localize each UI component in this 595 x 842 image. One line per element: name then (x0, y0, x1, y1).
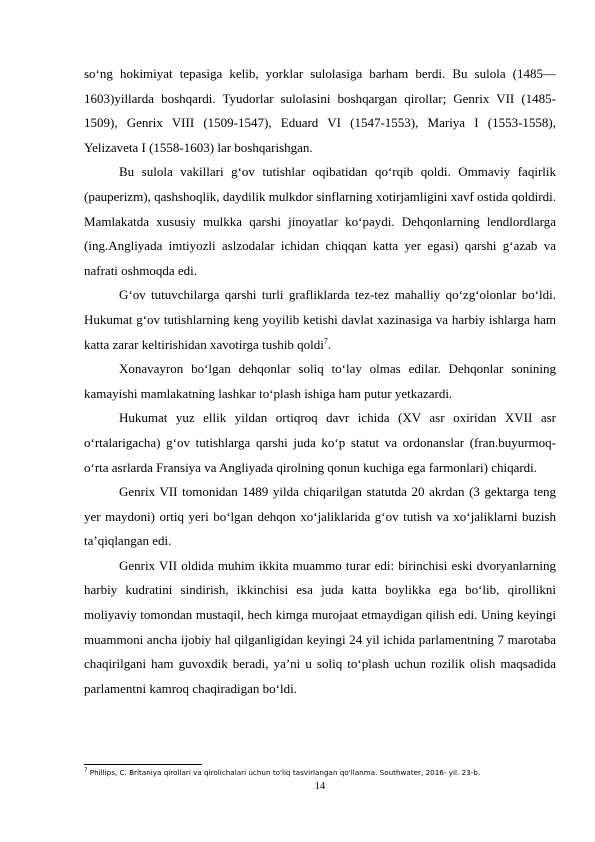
paragraph-7: Genrix VII oldida muhim ikkita muammo turar edi: birinchisi eski dvoryanlarning harbiy kudratini sindirish, ikkinchisi esa juda katta boylikka ega bo‘lib, qirollikni moliyaviy tomondan mustaqil, hech kimga murojaat etmaydigan qilish edi. Uning keyingi muammoni ancha ijobiy hal qilganligidan keyingi 24 yil ichida parlamentning 7 marotaba chaqirilgani ham guvoxdik beradi, ya’ni u soliq to‘plash uchun rozilik olish maqsadida parlamentni kamroq chaqiradigan bo‘ldi. (84, 557, 556, 696)
paragraph-3-end: . (327, 336, 332, 352)
paragraph-4: Xonavayron bo‘lgan dehqonlar soliq to‘lay olmas edilar. Dehqonlar sonining kamayishi mamlakatning lashkar to‘plash ishiga ham putur yetkazardi. (84, 361, 556, 401)
paragraph-3-text: G‘ov tutuvchilarga qarshi turli grafliklarda tez-tez mahalliy qo‘zg‘olonlar bo‘ldi. Hukumat g‘ov tutishlarning keng yoyilib ketishi davlat xazinasiga va harbiy ishlarga ham katta zarar keltirishidan xavotirga tushib qoldi (84, 287, 556, 352)
paragraph-5: Hukumat yuz ellik yildan ortiqroq davr ichida (XV asr oxiridan XVII asr o‘rtalarigacha) g‘ov tutishlarga qarshi juda ko‘p statut va ordonanslar (fran.buyurmoq-o‘rta asrlarda Fransiya va Angliyada qirolning qonun kuchiga ega farmonlari) chiqardi. (84, 410, 556, 475)
footnote (84, 767, 556, 778)
paragraph-1: so‘ng hokimiyat tepasiga kelib, yorklar sulolasiga barham berdi. Bu sulola (1485—1603)yillarda boshqardi. Tyudorlar sulolasini boshqargan qirollar; Genrix VII (1485-1509), Genrix VIII (1509-1547), Eduard VI (1547-1553), Mariya I (1553-1558), Yelizaveta I (1558-1603) lar boshqarishgan. (84, 66, 556, 155)
footnote-marker: 7 (84, 767, 88, 774)
paragraph-6: Genrix VII tomonidan 1489 yilda chiqarilgan statutda 20 akrdan (3 gektarga teng yer maydoni) ortiq yeri bo‘lgan dehqon xo‘jaliklarida g‘ov tutish va xo‘jaliklarni buzish ta’qiqlangan edi. (84, 484, 556, 549)
footnote-text: Phillips, C. Britaniya qirollari va qirolichalari uchun to'liq tasvirlangan qo'llanma. Southwater, 2016- yil. 23-b. (87, 768, 481, 777)
footnote-reference[interactable]: 7 (323, 336, 328, 346)
footnote-divider (84, 764, 202, 765)
document-body (84, 62, 556, 701)
paragraph-2: Bu sulola vakillari g‘ov tutishlar oqibatidan qo‘rqib qoldi. Ommaviy faqirlik (pauperizm), qashshoqlik, daydilik mulkdor sinflarning xotirjamligini xavf ostida qoldirdi. Mamlakatda xususiy mulkka qarshi jinoyatlar ko‘paydi. Dehqonlarning lendlordlarga (ing.Angliyada imtiyozli aslzodalar ichidan chiqqan katta yer egasi) qarshi g‘azab va nafrati oshmoqda edi. (84, 164, 556, 278)
paragraph-3 (84, 283, 556, 357)
page-number: 14 (314, 781, 326, 792)
